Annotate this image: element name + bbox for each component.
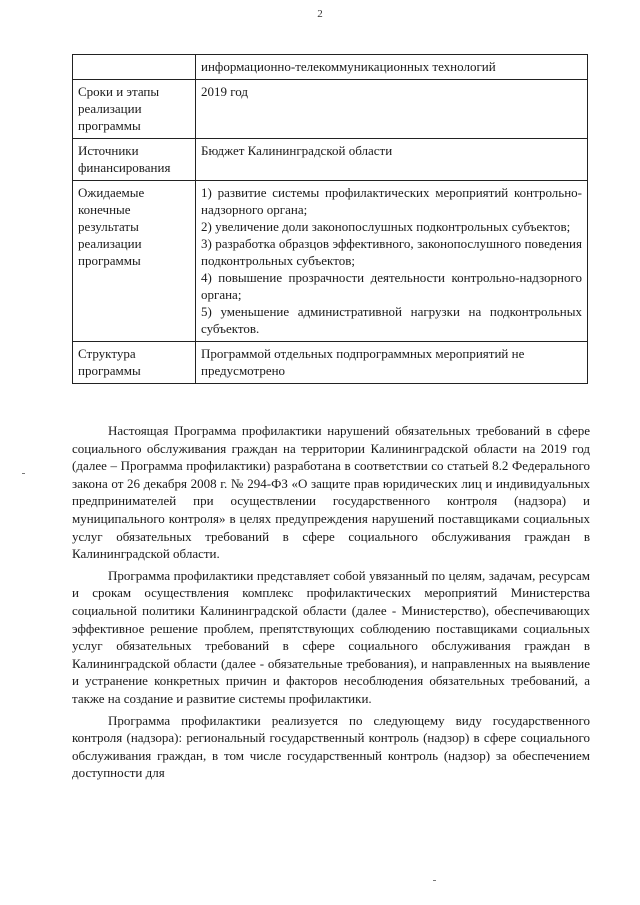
row-value-text: информационно-телекоммуникационных технологий <box>201 59 496 74</box>
table-row <box>73 342 588 384</box>
table-row <box>73 55 588 80</box>
row-value-text: 2019 год <box>201 84 248 99</box>
expected-result-item: 4) повышение прозрачности деятельности контрольно-надзорного органа; <box>201 270 582 302</box>
expected-result-item: 1) развитие системы профилактических мероприятий контрольно-надзорного органа; <box>201 185 582 217</box>
program-passport-table <box>72 54 588 384</box>
expected-result-item: 2) увеличение доли законопослушных подконтрольных субъектов; <box>201 219 571 234</box>
row-label <box>73 139 196 181</box>
table-row <box>73 80 588 139</box>
table-row <box>73 139 588 181</box>
body-paragraph: Программа профилактики реализуется по следующему виду государственного контроля (надзора): региональный государственный контроль (надзор) в сфере социального обслуживания граждан, в том числе государственный контроль (надзор) за обеспечением доступности для <box>72 712 590 781</box>
row-label <box>73 342 196 384</box>
body-paragraph: Программа профилактики представляет собой увязанный по целям, задачам, ресурсам и срокам осуществления комплекс профилактических мероприятий Министерства социальной политики Калининградской области (далее - Министерство), обеспечивающих эффективное решение проблем, препятствующих соблюдению поставщиками социальных услуг обязательных требований в сфере социального обслуживания граждан в Калининградской области (далее - обязательные требования), и направленных на выявление и устранение конкретных причин и факторов несоблюдения обязательных требований, а также на создание и развитие системы профилактики. <box>72 567 590 706</box>
row-label-text: Структура программы <box>78 346 141 378</box>
row-label <box>73 55 196 80</box>
row-value <box>196 342 588 384</box>
scan-artifact <box>433 880 436 881</box>
row-value <box>196 181 588 342</box>
row-label-text: Сроки и этапы реализации программы <box>78 84 160 133</box>
row-value-text: Бюджет Калининградской области <box>201 143 393 158</box>
row-value <box>196 55 588 80</box>
row-value <box>196 80 588 139</box>
expected-result-item: 5) уменьшение административной нагрузки на подконтрольных субъектов. <box>201 304 582 336</box>
row-label <box>73 181 196 342</box>
page-number: 2 <box>317 8 323 20</box>
row-label <box>73 80 196 139</box>
row-label-text: Источники финансирования <box>78 143 171 175</box>
expected-result-item: 3) разработка образцов эффективного, законопослушного поведения подконтрольных субъектов; <box>201 236 582 268</box>
row-value-text: Программой отдельных подпрограммных мероприятий не предусмотрено <box>201 346 525 378</box>
row-label-text: Ожидаемые конечные результаты реализации программы <box>78 185 145 268</box>
document-body <box>72 422 590 786</box>
row-value <box>196 139 588 181</box>
table-row <box>73 181 588 342</box>
body-paragraph: Настоящая Программа профилактики нарушений обязательных требований в сфере социального обслуживания граждан на территории Калининградской области на 2019 год (далее – Программа профилактики) разработана в соответствии со статьей 8.2 Федерального закона от 26 декабря 2008 г. № 294-ФЗ «О защите прав юридических лиц и индивидуальных предпринимателей при осуществлении государственного контроля (надзора) и муниципального контроля» в целях предупреждения нарушений поставщиками социальных услуг обязательных требований в сфере социального обслуживания граждан в Калининградской области. <box>72 423 590 562</box>
scan-artifact <box>22 473 25 474</box>
